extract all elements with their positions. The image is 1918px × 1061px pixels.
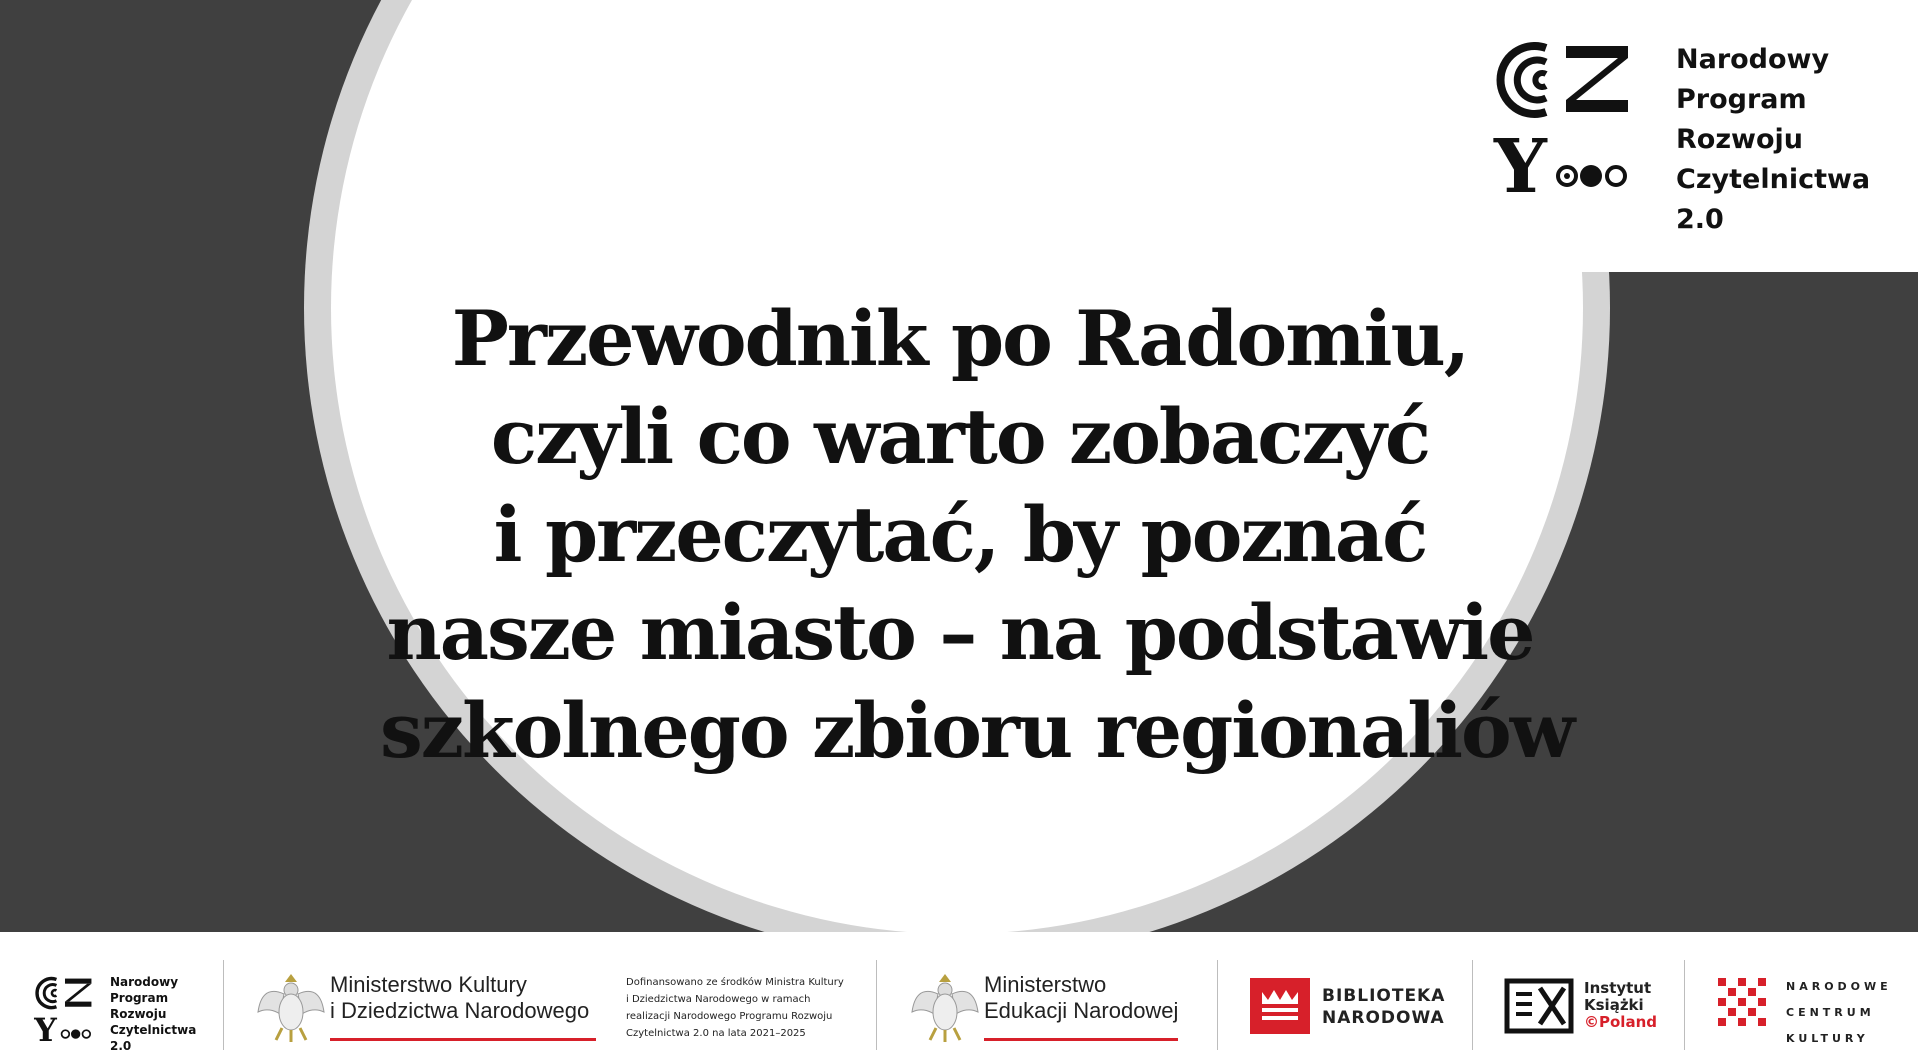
title-line: Przewodnik po Radomiu, bbox=[451, 294, 1469, 383]
title-line: szkolnego zbioru regionaliów bbox=[380, 686, 1574, 775]
nck-line: NARODOWE bbox=[1786, 980, 1892, 993]
eagle-emblem-icon bbox=[256, 968, 326, 1044]
funding-line: Dofinansowano ze środków Ministra Kultury bbox=[626, 977, 844, 988]
funding-note bbox=[626, 974, 856, 1042]
funding-line: i Dziedzictwa Narodowego w ramach bbox=[626, 994, 811, 1005]
eagle-emblem-icon bbox=[910, 968, 980, 1044]
svg-text:Y: Y bbox=[34, 1011, 57, 1046]
program-name-line: 2.0 bbox=[1676, 204, 1724, 235]
men-underline bbox=[984, 1038, 1178, 1041]
footer-program-line: Narodowy bbox=[110, 975, 179, 989]
divider bbox=[1684, 960, 1685, 1050]
divider bbox=[1217, 960, 1218, 1050]
slide-title bbox=[380, 290, 1574, 780]
footer-program-line: Rozwoju bbox=[110, 1007, 167, 1021]
footer-program-name bbox=[110, 974, 220, 1054]
mkidn-name bbox=[330, 972, 589, 1024]
program-name-line: Rozwoju bbox=[1676, 124, 1804, 155]
nck-name bbox=[1786, 974, 1892, 1052]
funding-line: realizacji Narodowego Programu Rozwoju bbox=[626, 1011, 833, 1022]
ik-line: Książki bbox=[1584, 996, 1644, 1014]
title-line: nasze miasto – na podstawie bbox=[386, 588, 1534, 677]
mkidn-underline bbox=[330, 1038, 596, 1041]
men-name bbox=[984, 972, 1178, 1024]
men-line: Edukacji Narodowej bbox=[984, 998, 1179, 1023]
ik-logo-icon bbox=[1504, 978, 1574, 1034]
funding-line: Czytelnictwa 2.0 na lata 2021–2025 bbox=[626, 1028, 806, 1039]
title-line: i przeczytać, by poznać bbox=[493, 490, 1427, 579]
divider bbox=[223, 960, 224, 1050]
program-brand bbox=[1440, 0, 1918, 272]
title-line: czyli co warto zobaczyć bbox=[490, 392, 1430, 481]
bn-line: NARODOWA bbox=[1322, 1008, 1445, 1028]
npr-small-logo-icon bbox=[30, 976, 94, 1046]
divider bbox=[876, 960, 877, 1050]
divider bbox=[1472, 960, 1473, 1050]
bn-line: BIBLIOTEKA bbox=[1322, 986, 1446, 1006]
footer-program-line: Czytelnictwa bbox=[110, 1023, 197, 1037]
ik-line: ©Poland bbox=[1584, 1013, 1657, 1031]
nck-line: KULTURY bbox=[1786, 1032, 1869, 1045]
men-line: Ministerstwo bbox=[984, 972, 1107, 997]
npr-logo-icon bbox=[1484, 42, 1634, 202]
footer-program-line: Program bbox=[110, 991, 169, 1005]
ik-name bbox=[1584, 980, 1674, 1031]
bn-name bbox=[1322, 985, 1452, 1029]
nck-line: CENTRUM bbox=[1786, 1006, 1875, 1019]
program-name bbox=[1676, 40, 1906, 240]
svg-text:Y: Y bbox=[1494, 124, 1547, 202]
program-name-line: Program bbox=[1676, 84, 1807, 115]
mkidn-line: Ministerstwo Kultury bbox=[330, 972, 527, 997]
ik-line: Instytut bbox=[1584, 979, 1652, 997]
footer-program-line: 2.0 bbox=[110, 1039, 132, 1053]
program-name-line: Czytelnictwa bbox=[1676, 164, 1871, 195]
program-name-line: Narodowy bbox=[1676, 44, 1830, 75]
bn-logo-icon bbox=[1250, 978, 1310, 1034]
mkidn-line: i Dziedzictwa Narodowego bbox=[330, 998, 590, 1023]
nck-logo-icon bbox=[1716, 976, 1774, 1034]
